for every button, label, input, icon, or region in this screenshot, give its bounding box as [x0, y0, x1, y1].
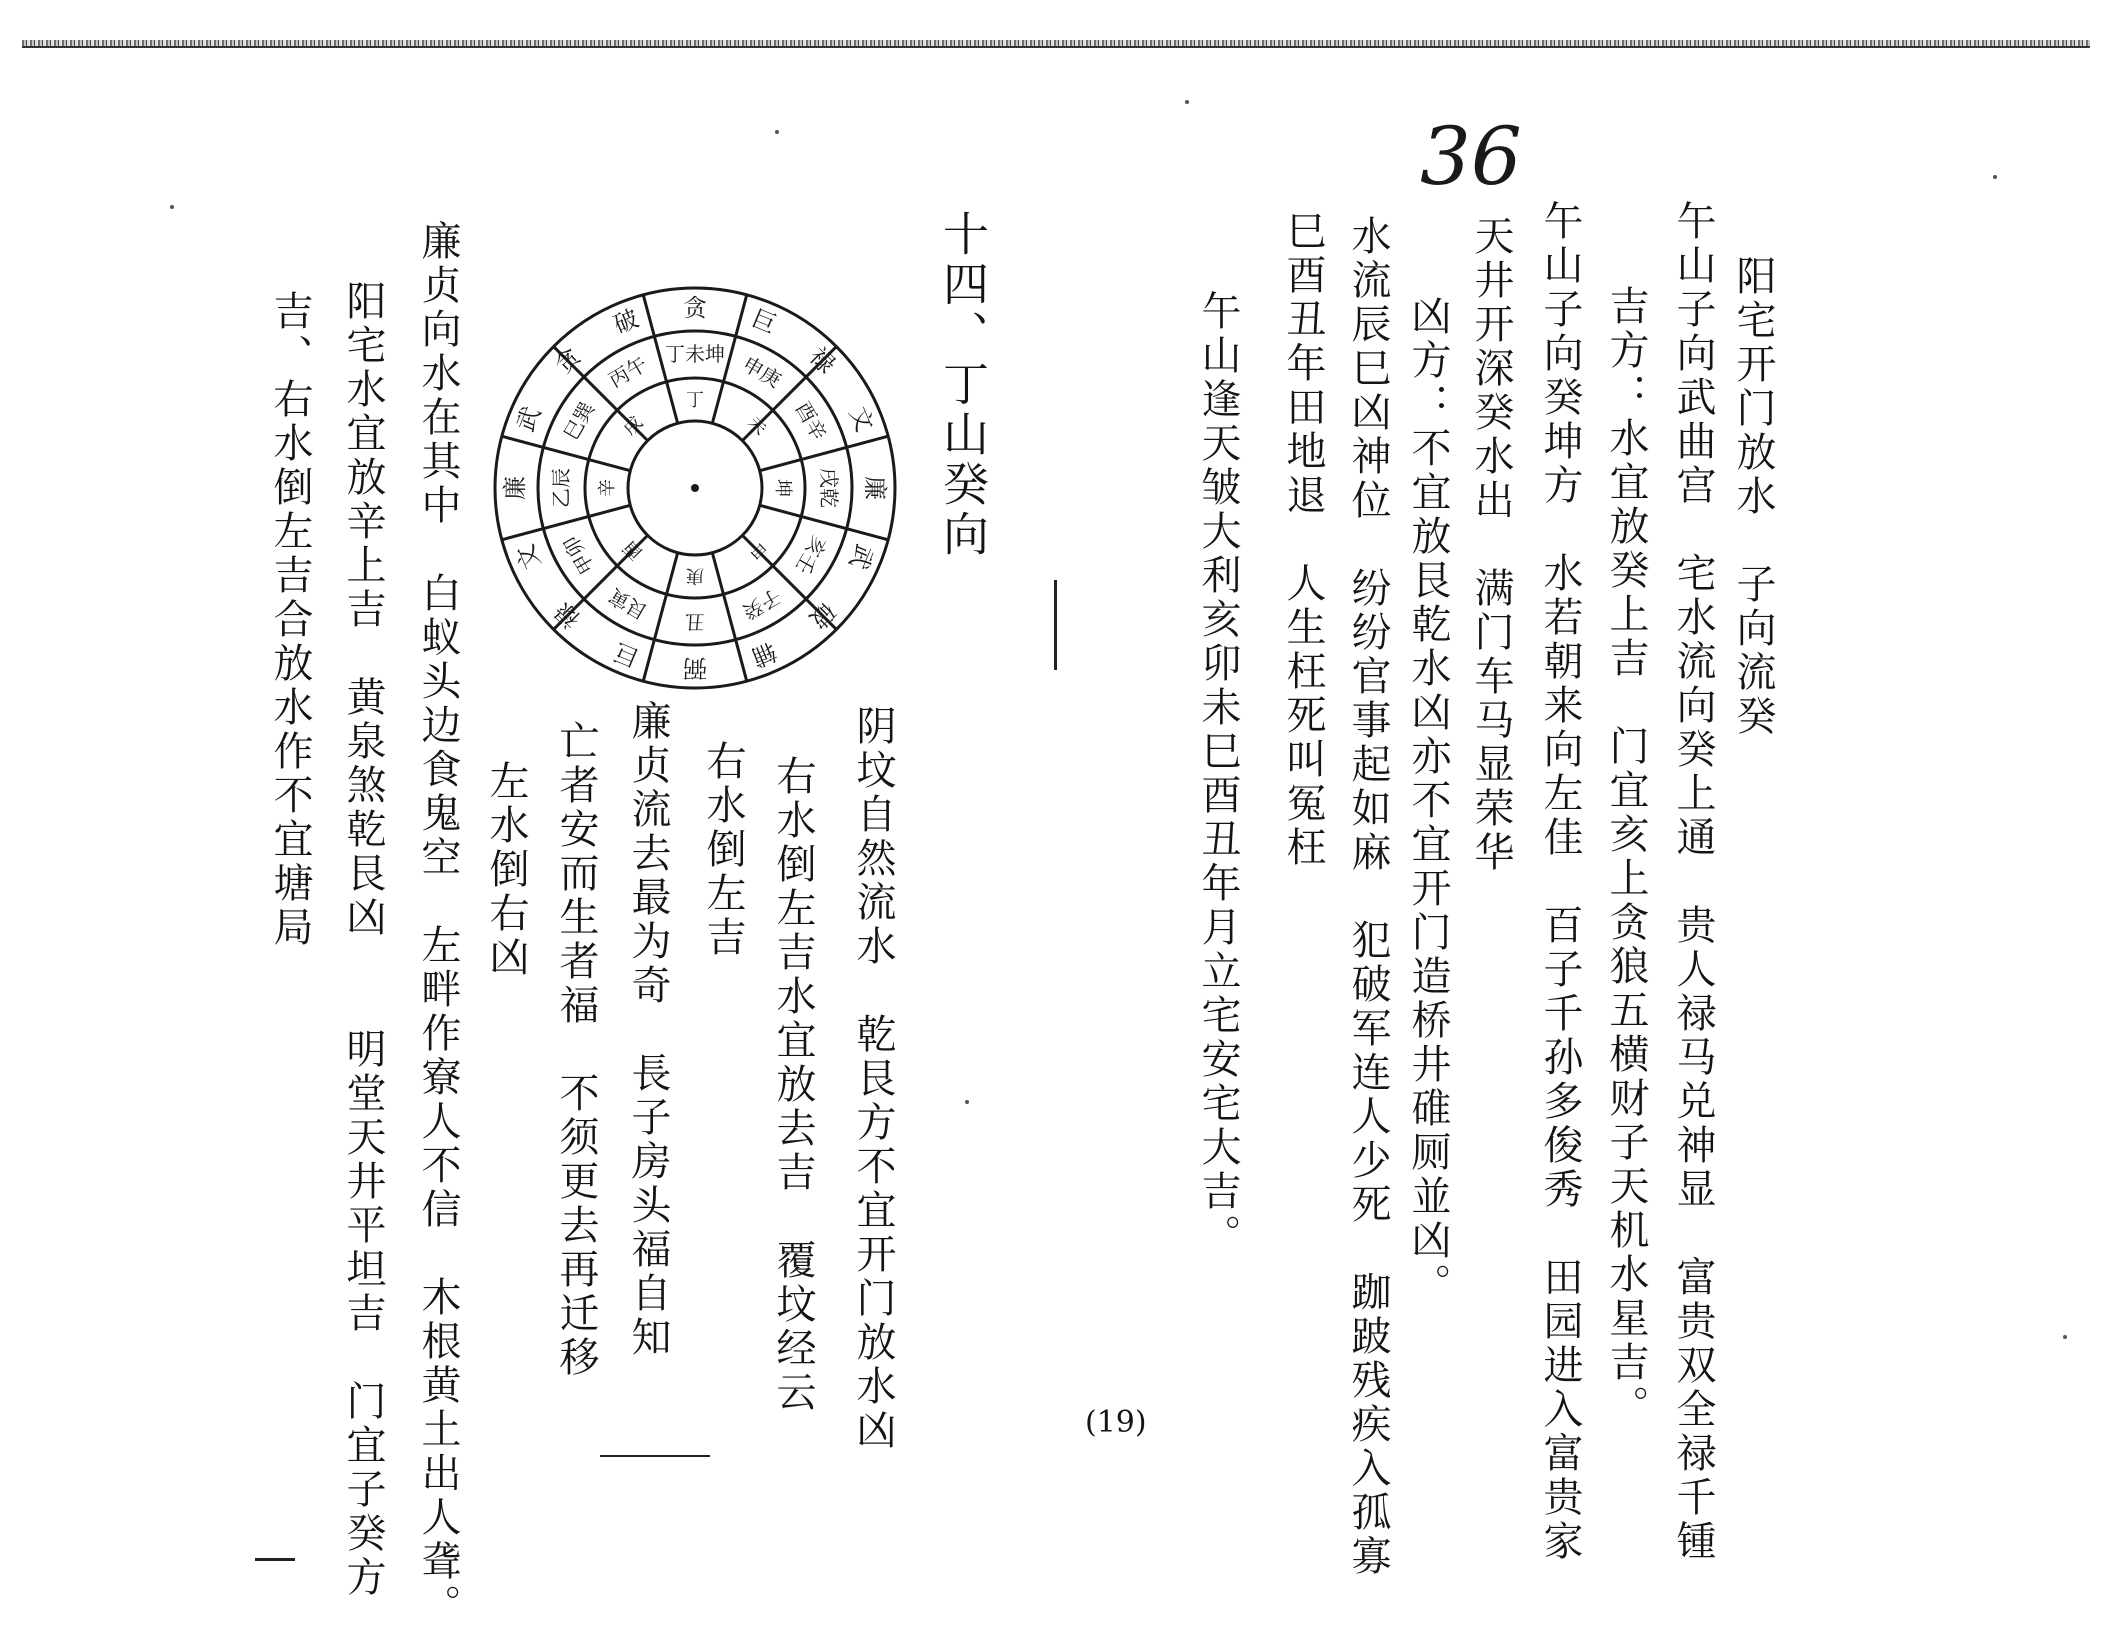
right-page-line-3: 午山子向癸坤方 水若朝来向左佳 百子千孙多俊秀 田园进入富贵家	[1537, 200, 1583, 1564]
compass-spoke	[712, 553, 746, 681]
compass-middle-label: 申庚	[738, 351, 786, 393]
compass-inner-label: 申	[743, 536, 771, 564]
left-page-b-line-1: 廉贞向水在其中 白蚁头边食鬼空 左畔作寮人不信 木根黄土出人聋。	[415, 220, 461, 1628]
gutter-mark	[1054, 580, 1057, 670]
scan-mark	[255, 1558, 295, 1561]
compass-spoke	[760, 505, 888, 539]
compass-inner-label: 丁	[686, 390, 704, 411]
compass-middle-label: 丑	[685, 610, 705, 634]
left-page-a-line-1: 阴坟自然流水 乾艮方不宜开门放水凶	[850, 705, 896, 1453]
compass-middle-label: 戌乾	[817, 468, 841, 508]
compass-spoke	[502, 505, 630, 539]
compass-outer-label: 武	[511, 402, 547, 436]
right-page-line-6: 水流辰巳凶神位 纷纷官事起如麻 犯破军连人少死 跏跛残疾入孤寡	[1345, 215, 1391, 1579]
scan-speck	[965, 1100, 969, 1104]
right-page-title: 阳宅开门放水 子向流癸	[1730, 255, 1776, 739]
right-page-line-5: 凶方：不宜放艮乾水凶亦不宜开门造桥井碓厕並凶。	[1405, 295, 1451, 1307]
compass-outer-label: 廉	[501, 476, 529, 500]
compass-spoke	[760, 436, 888, 470]
handwritten-page-number: 36	[1420, 110, 1522, 203]
left-page-heading: 十四、丁山癸向	[936, 210, 990, 560]
luopan-compass-diagram	[485, 278, 905, 698]
left-page-a-line-6: 左水倒右凶	[483, 760, 529, 980]
right-page-line-1: 午山子向武曲宫 宅水流向癸上通 贵人禄马兑神显 富贵双全禄千锺	[1670, 200, 1716, 1564]
compass-outer-label: 文	[843, 402, 879, 436]
compass-middle-label: 亥壬	[790, 531, 832, 579]
left-page-a-line-4: 廉贞流去最为奇 長子房头福自知	[625, 700, 671, 1360]
compass-middle-label: 丁未坤	[665, 342, 725, 366]
scan-speck	[2063, 1335, 2067, 1339]
compass-outer-label: 贪	[683, 294, 707, 322]
compass-outer-label: 破	[609, 304, 643, 340]
compass-middle-label: 巳巽	[558, 397, 600, 445]
left-page-a-line-2: 右水倒左吉水宜放去吉 覆坟经云	[770, 755, 816, 1415]
compass-middle-label: 丙午	[604, 351, 652, 393]
compass-outer-label: 巨	[609, 636, 643, 672]
compass-center-dot	[691, 484, 699, 492]
scan-speck	[1993, 175, 1997, 179]
compass-spoke	[643, 553, 677, 681]
footer-page-number: (19)	[1085, 1405, 1147, 1440]
compass-inner-label: 未	[743, 412, 771, 440]
compass-inner-label: 坤	[772, 479, 793, 497]
compass-outer-label: 禄	[803, 342, 841, 380]
right-page-line-2: 吉方：水宜放癸上吉 门宜亥上贪狼五横财子天机水星吉。	[1603, 285, 1649, 1429]
compass-middle-label: 酉辛	[790, 397, 832, 445]
scan-speck	[775, 130, 779, 134]
compass-inner-label: 庚	[686, 565, 704, 586]
compass-inner-label: 辛	[597, 479, 618, 497]
left-page-b-line-3: 吉、右水倒左吉合放水作不宜塘局	[267, 290, 313, 950]
compass-outer-label: 贪	[549, 342, 587, 380]
compass-outer-label: 文	[511, 540, 547, 574]
right-page-line-4: 天井开深癸水出 满门车马显荣华	[1468, 215, 1514, 875]
compass-outer-label: 弼	[683, 654, 707, 682]
scan-top-line	[22, 46, 2090, 48]
compass-outer-label: 禄	[549, 596, 587, 634]
left-page-a-line-3: 右水倒左吉	[700, 740, 746, 960]
compass-spoke	[502, 436, 630, 470]
compass-outer-label: 廉	[861, 476, 889, 500]
scan-speck	[1185, 100, 1189, 104]
compass-outer-label: 破	[803, 596, 841, 634]
right-page-line-7: 巳酉丑年田地退 人生枉死叫冤枉	[1280, 210, 1326, 870]
compass-middle-label: 乙辰	[549, 468, 573, 508]
compass-middle-label: 甲卯	[558, 531, 600, 579]
scan-speck	[170, 205, 174, 209]
bottom-rule	[600, 1455, 710, 1457]
compass-middle-label: 子癸	[738, 583, 786, 625]
compass-outer-label: 辅	[747, 636, 781, 672]
compass-inner-label: 酉	[619, 536, 647, 564]
compass-inner-label: 戌	[619, 412, 647, 440]
right-page-line-8: 午山逢天皱大利亥卯未巳酉丑年月立宅安宅大吉。	[1195, 290, 1241, 1258]
left-page-a-line-5: 亡者安而生者福 不须更去再迁移	[553, 720, 599, 1380]
left-page-b-line-2: 阳宅水宜放辛上吉 黄泉煞乾艮凶 明堂天井平坦吉 门宜子癸方	[340, 280, 386, 1600]
compass-outer-label: 巨	[747, 304, 781, 340]
compass-middle-label: 艮寅	[604, 583, 652, 625]
compass-outer-label: 武	[843, 540, 879, 574]
